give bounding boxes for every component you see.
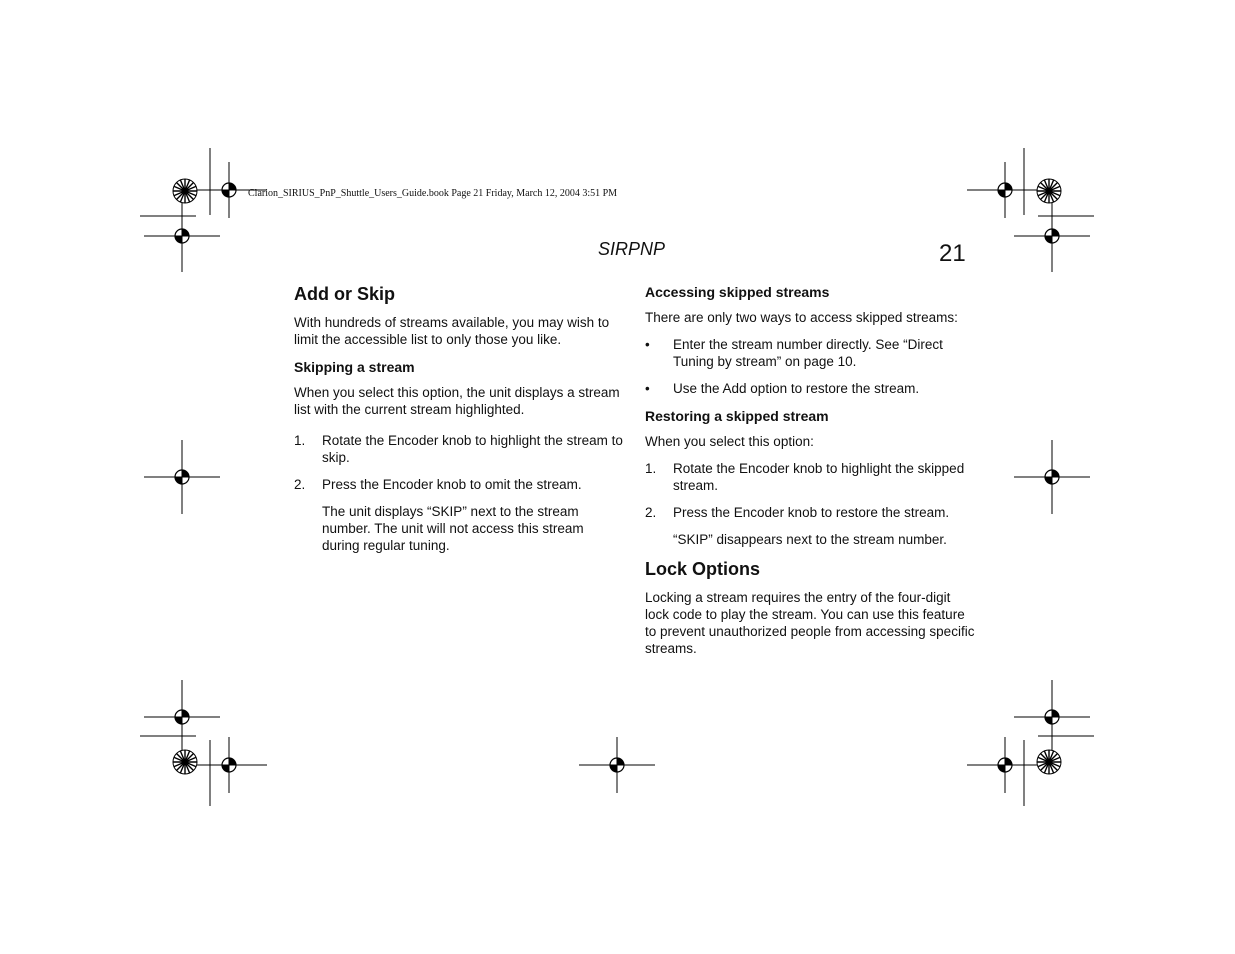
crosshair-target-icon [191, 737, 267, 793]
paragraph: There are only two ways to access skipped streams: [645, 310, 958, 325]
registration-rosette-icon [173, 179, 197, 203]
crosshair-target-icon [144, 689, 220, 745]
crosshair-target-icon [579, 737, 655, 793]
crosshair-target-icon [1014, 449, 1090, 505]
running-head: SIRPNP [598, 239, 666, 259]
crosshair-target-icon [967, 737, 1043, 793]
registration-rosette-icon [1037, 750, 1061, 774]
subheading-skipping-a-stream: Skipping a stream [294, 359, 415, 375]
section-intro: With hundreds of streams available, you may wish to limit the accessible list to only those you like. [294, 315, 610, 347]
list-item-number: 1. [645, 461, 657, 476]
bullet-mark: • [645, 337, 650, 352]
list-item-text: Press the Encoder knob to omit the stream. [322, 477, 582, 492]
page-number: 21 [939, 240, 966, 267]
list-item-number: 2. [294, 477, 306, 492]
list-item [294, 476, 624, 493]
crosshair-target-icon [967, 162, 1043, 218]
step-note: “SKIP” disappears next to the stream number. [673, 532, 947, 547]
crosshair-target-icon [144, 208, 220, 264]
section-heading-add-or-skip: Add or Skip [294, 284, 396, 304]
paragraph: When you select this option: [645, 434, 814, 449]
right-column [645, 283, 975, 667]
bullet-mark: • [645, 381, 650, 396]
list-item-number: 2. [645, 505, 657, 520]
list-item [645, 504, 975, 521]
paragraph: When you select this option, the unit displays a stream list with the current stream highlighted. [294, 385, 620, 417]
section-heading-lock-options: Lock Options [645, 559, 761, 579]
registration-rosette-icon [173, 750, 197, 774]
step-note: The unit displays “SKIP” next to the stream number. The unit will not access this stream during regular tuning. [322, 504, 584, 553]
subheading-restoring-a-skipped-stream: Restoring a skipped stream [645, 408, 829, 424]
bullet-text: Use the Add option to restore the stream. [673, 381, 920, 396]
print-slug: Clarion_SIRIUS_PnP_Shuttle_Users_Guide.book Page 21 Friday, March 12, 2004 3:51 PM [248, 188, 618, 199]
registration-rosette-icon [1037, 179, 1061, 203]
bullet-item [645, 380, 975, 397]
bullet-text: Enter the stream number directly. See “Direct Tuning by stream” on page 10. [673, 337, 943, 369]
crosshair-target-icon [144, 449, 220, 505]
list-item [645, 460, 975, 494]
left-column [294, 283, 624, 564]
crosshair-target-icon [1014, 208, 1090, 264]
subheading-accessing-skipped-streams: Accessing skipped streams [645, 284, 830, 300]
list-item-number: 1. [294, 433, 306, 448]
list-item-text: Press the Encoder knob to restore the stream. [673, 505, 950, 520]
crosshair-target-icon [1014, 689, 1090, 745]
list-item-text: Rotate the Encoder knob to highlight the skipped stream. [673, 461, 965, 493]
bullet-item [645, 336, 975, 370]
list-item [294, 432, 624, 466]
paragraph: Locking a stream requires the entry of the four-digit lock code to play the stream. You can use this feature to prevent unauthorized people from accessing specific streams. [645, 590, 975, 656]
list-item-text: Rotate the Encoder knob to highlight the stream to skip. [322, 433, 623, 465]
